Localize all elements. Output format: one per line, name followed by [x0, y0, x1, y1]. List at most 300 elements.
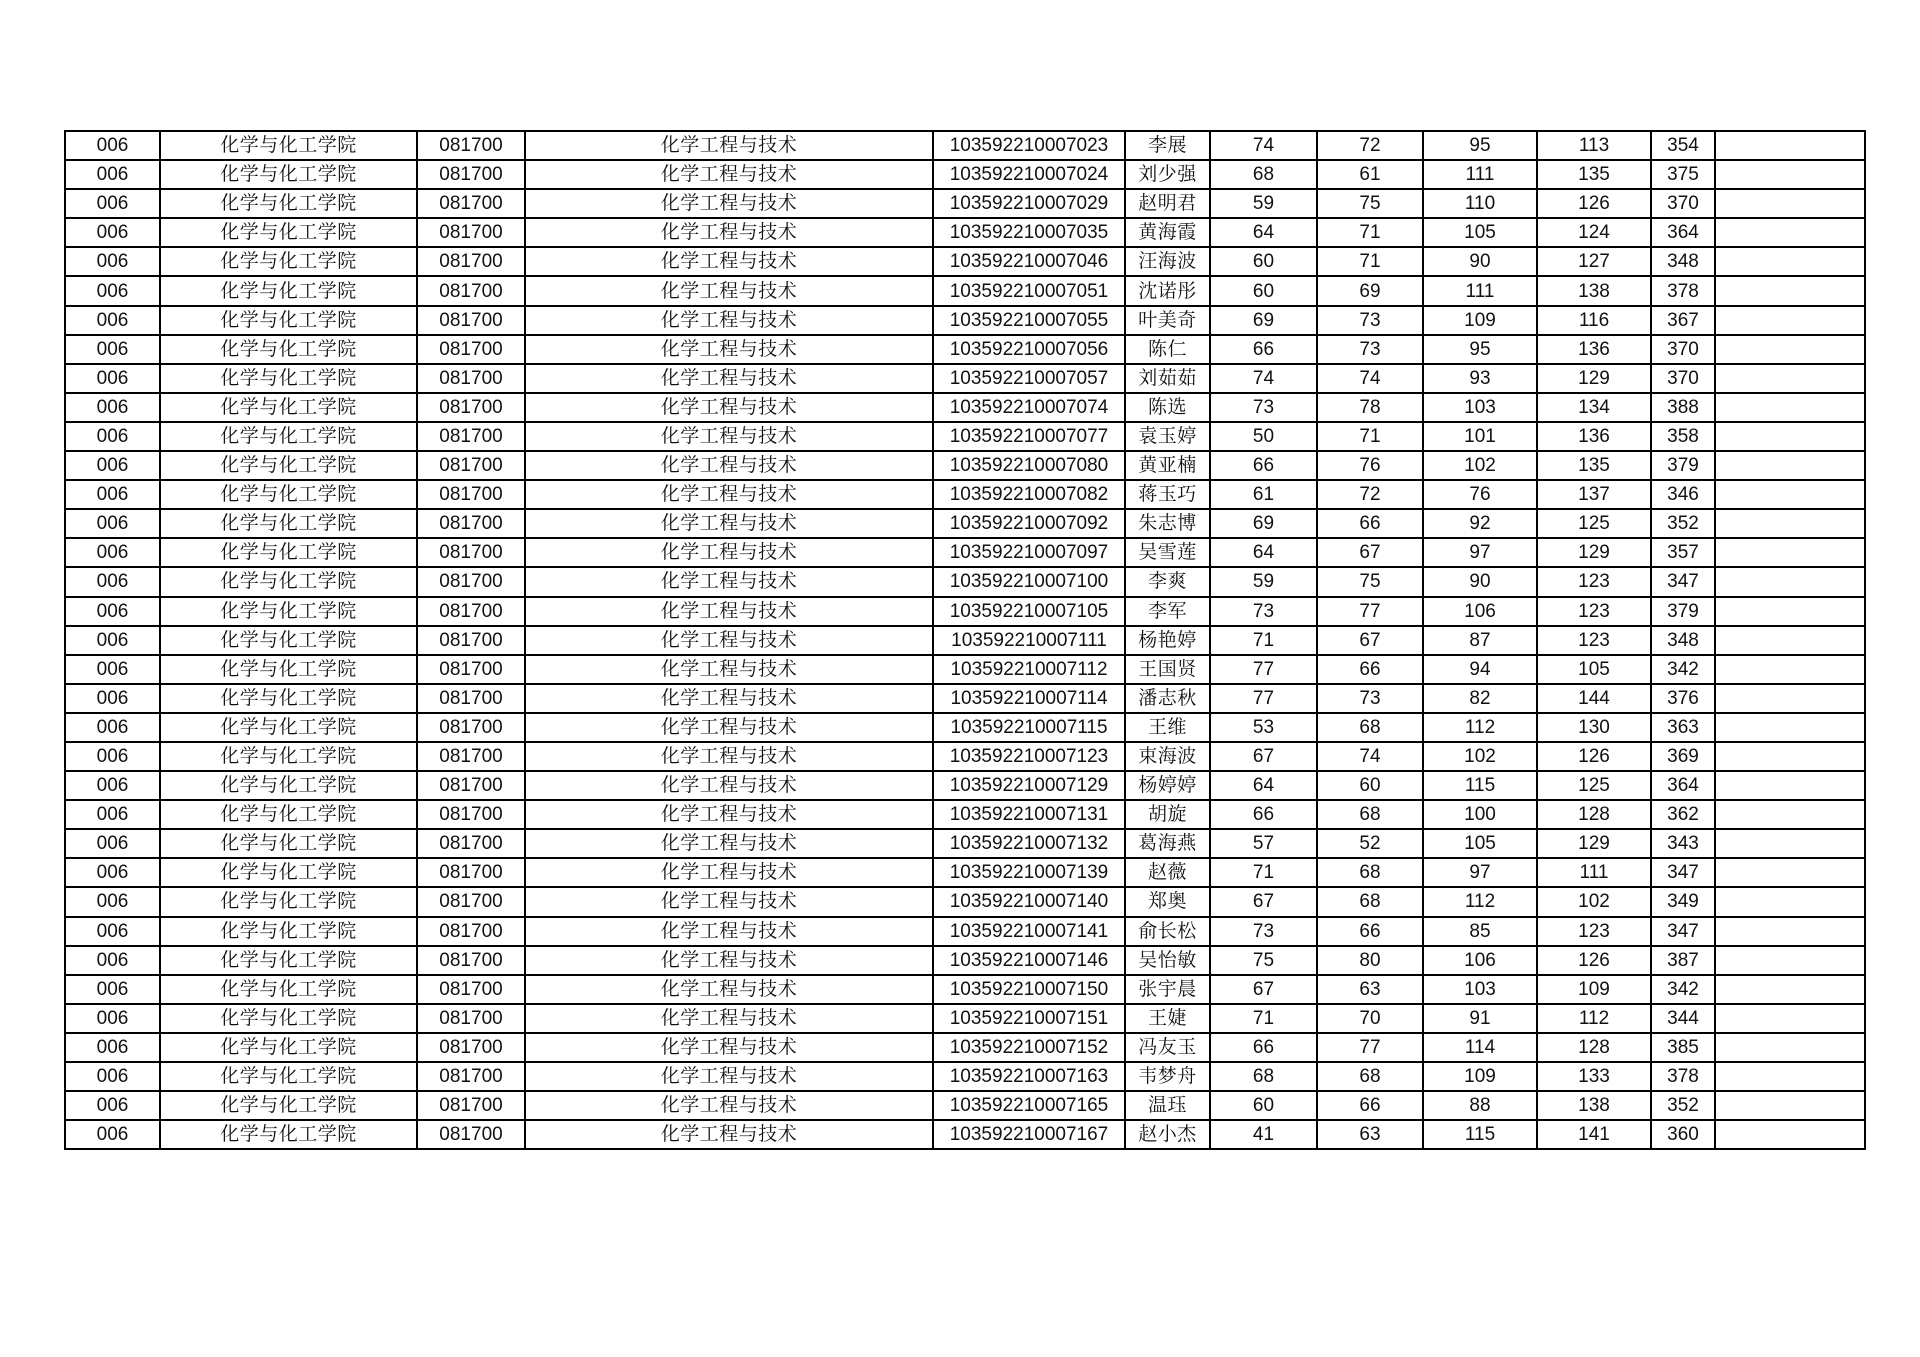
score-subject-1-cell: 90 [1423, 247, 1537, 276]
total-score-cell: 347 [1651, 858, 1715, 887]
remark-cell [1715, 393, 1865, 422]
candidate-name-cell: 冯友玉 [1125, 1033, 1210, 1062]
score-subject-2-cell: 129 [1537, 538, 1651, 567]
total-score-cell: 362 [1651, 800, 1715, 829]
college-name-cell: 化学与化工学院 [160, 509, 417, 538]
college-name-cell: 化学与化工学院 [160, 946, 417, 975]
unit-code-cell: 006 [65, 538, 160, 567]
remark-cell [1715, 1033, 1865, 1062]
table-row [65, 858, 1865, 887]
table-row [65, 218, 1865, 247]
candidate-name-cell: 黄海霞 [1125, 218, 1210, 247]
candidate-name-cell: 赵小杰 [1125, 1120, 1210, 1149]
exam-id-cell: 103592210007055 [933, 306, 1125, 335]
major-name-cell: 化学工程与技术 [525, 422, 933, 451]
remark-cell [1715, 1091, 1865, 1120]
table-row [65, 393, 1865, 422]
score-politics-cell: 67 [1210, 742, 1317, 771]
remark-cell [1715, 567, 1865, 596]
candidate-name-cell: 潘志秋 [1125, 684, 1210, 713]
unit-code-cell: 006 [65, 306, 160, 335]
remark-cell [1715, 655, 1865, 684]
candidate-name-cell: 李军 [1125, 597, 1210, 626]
major-code-cell: 081700 [417, 917, 525, 946]
score-subject-1-cell: 109 [1423, 306, 1537, 335]
score-foreign-language-cell: 73 [1317, 335, 1423, 364]
candidate-name-cell: 朱志博 [1125, 509, 1210, 538]
exam-id-cell: 103592210007152 [933, 1033, 1125, 1062]
exam-id-cell: 103592210007051 [933, 276, 1125, 305]
score-subject-2-cell: 129 [1537, 364, 1651, 393]
table-row [65, 626, 1865, 655]
exam-id-cell: 103592210007082 [933, 480, 1125, 509]
score-foreign-language-cell: 68 [1317, 1062, 1423, 1091]
unit-code-cell: 006 [65, 1091, 160, 1120]
score-subject-1-cell: 112 [1423, 713, 1537, 742]
score-subject-2-cell: 128 [1537, 800, 1651, 829]
college-name-cell: 化学与化工学院 [160, 276, 417, 305]
score-politics-cell: 77 [1210, 684, 1317, 713]
score-foreign-language-cell: 66 [1317, 509, 1423, 538]
major-name-cell: 化学工程与技术 [525, 829, 933, 858]
score-foreign-language-cell: 71 [1317, 218, 1423, 247]
remark-cell [1715, 451, 1865, 480]
total-score-cell: 364 [1651, 218, 1715, 247]
score-subject-2-cell: 137 [1537, 480, 1651, 509]
major-code-cell: 081700 [417, 946, 525, 975]
candidate-name-cell: 韦梦舟 [1125, 1062, 1210, 1091]
score-subject-2-cell: 128 [1537, 1033, 1651, 1062]
total-score-cell: 360 [1651, 1120, 1715, 1149]
score-subject-2-cell: 126 [1537, 946, 1651, 975]
score-subject-1-cell: 111 [1423, 276, 1537, 305]
exam-id-cell: 103592210007024 [933, 160, 1125, 189]
major-name-cell: 化学工程与技术 [525, 684, 933, 713]
candidate-name-cell: 葛海燕 [1125, 829, 1210, 858]
college-name-cell: 化学与化工学院 [160, 597, 417, 626]
score-subject-2-cell: 144 [1537, 684, 1651, 713]
major-code-cell: 081700 [417, 713, 525, 742]
score-foreign-language-cell: 66 [1317, 1091, 1423, 1120]
score-subject-2-cell: 123 [1537, 597, 1651, 626]
candidate-name-cell: 俞长松 [1125, 917, 1210, 946]
unit-code-cell: 006 [65, 858, 160, 887]
table-row [65, 917, 1865, 946]
score-foreign-language-cell: 52 [1317, 829, 1423, 858]
college-name-cell: 化学与化工学院 [160, 1004, 417, 1033]
score-politics-cell: 71 [1210, 1004, 1317, 1033]
major-code-cell: 081700 [417, 1004, 525, 1033]
college-name-cell: 化学与化工学院 [160, 626, 417, 655]
score-subject-1-cell: 102 [1423, 451, 1537, 480]
major-code-cell: 081700 [417, 1033, 525, 1062]
college-name-cell: 化学与化工学院 [160, 422, 417, 451]
major-name-cell: 化学工程与技术 [525, 858, 933, 887]
score-politics-cell: 59 [1210, 567, 1317, 596]
major-name-cell: 化学工程与技术 [525, 800, 933, 829]
remark-cell [1715, 335, 1865, 364]
major-code-cell: 081700 [417, 771, 525, 800]
candidate-name-cell: 王婕 [1125, 1004, 1210, 1033]
exam-id-cell: 103592210007163 [933, 1062, 1125, 1091]
remark-cell [1715, 975, 1865, 1004]
table-row [65, 335, 1865, 364]
table-row [65, 131, 1865, 160]
college-name-cell: 化学与化工学院 [160, 247, 417, 276]
major-code-cell: 081700 [417, 422, 525, 451]
score-foreign-language-cell: 77 [1317, 597, 1423, 626]
score-subject-1-cell: 106 [1423, 597, 1537, 626]
exam-id-cell: 103592210007141 [933, 917, 1125, 946]
college-name-cell: 化学与化工学院 [160, 364, 417, 393]
total-score-cell: 388 [1651, 393, 1715, 422]
score-foreign-language-cell: 61 [1317, 160, 1423, 189]
score-politics-cell: 66 [1210, 335, 1317, 364]
unit-code-cell: 006 [65, 1120, 160, 1149]
candidate-name-cell: 汪海波 [1125, 247, 1210, 276]
candidate-name-cell: 陈仁 [1125, 335, 1210, 364]
total-score-cell: 348 [1651, 626, 1715, 655]
table-row [65, 1033, 1865, 1062]
college-name-cell: 化学与化工学院 [160, 1062, 417, 1091]
unit-code-cell: 006 [65, 451, 160, 480]
table-row [65, 160, 1865, 189]
score-subject-2-cell: 130 [1537, 713, 1651, 742]
remark-cell [1715, 422, 1865, 451]
remark-cell [1715, 771, 1865, 800]
unit-code-cell: 006 [65, 684, 160, 713]
exam-id-cell: 103592210007029 [933, 189, 1125, 218]
candidate-name-cell: 胡旋 [1125, 800, 1210, 829]
major-name-cell: 化学工程与技术 [525, 364, 933, 393]
score-subject-1-cell: 88 [1423, 1091, 1537, 1120]
total-score-cell: 378 [1651, 1062, 1715, 1091]
score-politics-cell: 73 [1210, 597, 1317, 626]
major-code-cell: 081700 [417, 306, 525, 335]
candidate-name-cell: 吴雪莲 [1125, 538, 1210, 567]
major-code-cell: 081700 [417, 538, 525, 567]
college-name-cell: 化学与化工学院 [160, 887, 417, 916]
unit-code-cell: 006 [65, 276, 160, 305]
major-code-cell: 081700 [417, 655, 525, 684]
score-foreign-language-cell: 67 [1317, 626, 1423, 655]
score-foreign-language-cell: 73 [1317, 684, 1423, 713]
total-score-cell: 352 [1651, 1091, 1715, 1120]
unit-code-cell: 006 [65, 713, 160, 742]
score-politics-cell: 64 [1210, 218, 1317, 247]
unit-code-cell: 006 [65, 160, 160, 189]
exam-id-cell: 103592210007165 [933, 1091, 1125, 1120]
score-subject-2-cell: 136 [1537, 335, 1651, 364]
score-politics-cell: 71 [1210, 858, 1317, 887]
score-subject-1-cell: 115 [1423, 1120, 1537, 1149]
score-subject-1-cell: 95 [1423, 131, 1537, 160]
score-subject-1-cell: 112 [1423, 887, 1537, 916]
score-foreign-language-cell: 77 [1317, 1033, 1423, 1062]
major-code-cell: 081700 [417, 829, 525, 858]
score-subject-2-cell: 112 [1537, 1004, 1651, 1033]
table-row [65, 1062, 1865, 1091]
score-politics-cell: 67 [1210, 887, 1317, 916]
candidate-name-cell: 束海波 [1125, 742, 1210, 771]
remark-cell [1715, 1062, 1865, 1091]
score-subject-2-cell: 102 [1537, 887, 1651, 916]
unit-code-cell: 006 [65, 189, 160, 218]
score-foreign-language-cell: 68 [1317, 887, 1423, 916]
score-politics-cell: 68 [1210, 160, 1317, 189]
exam-id-cell: 103592210007057 [933, 364, 1125, 393]
score-subject-2-cell: 135 [1537, 160, 1651, 189]
score-subject-2-cell: 126 [1537, 189, 1651, 218]
score-subject-2-cell: 138 [1537, 1091, 1651, 1120]
table-row [65, 276, 1865, 305]
remark-cell [1715, 218, 1865, 247]
score-subject-1-cell: 93 [1423, 364, 1537, 393]
unit-code-cell: 006 [65, 422, 160, 451]
unit-code-cell: 006 [65, 917, 160, 946]
unit-code-cell: 006 [65, 626, 160, 655]
score-subject-1-cell: 102 [1423, 742, 1537, 771]
major-name-cell: 化学工程与技术 [525, 975, 933, 1004]
remark-cell [1715, 946, 1865, 975]
score-subject-2-cell: 129 [1537, 829, 1651, 858]
score-subject-1-cell: 94 [1423, 655, 1537, 684]
major-code-cell: 081700 [417, 1091, 525, 1120]
score-politics-cell: 75 [1210, 946, 1317, 975]
candidate-name-cell: 郑奥 [1125, 887, 1210, 916]
score-subject-1-cell: 106 [1423, 946, 1537, 975]
table-row [65, 713, 1865, 742]
total-score-cell: 342 [1651, 655, 1715, 684]
remark-cell [1715, 829, 1865, 858]
score-subject-2-cell: 136 [1537, 422, 1651, 451]
major-name-cell: 化学工程与技术 [525, 1120, 933, 1149]
score-foreign-language-cell: 67 [1317, 538, 1423, 567]
score-politics-cell: 73 [1210, 917, 1317, 946]
unit-code-cell: 006 [65, 393, 160, 422]
table-row [65, 946, 1865, 975]
score-subject-1-cell: 111 [1423, 160, 1537, 189]
total-score-cell: 344 [1651, 1004, 1715, 1033]
exam-id-cell: 103592210007139 [933, 858, 1125, 887]
total-score-cell: 346 [1651, 480, 1715, 509]
candidate-name-cell: 赵明君 [1125, 189, 1210, 218]
table-row [65, 655, 1865, 684]
score-politics-cell: 61 [1210, 480, 1317, 509]
remark-cell [1715, 509, 1865, 538]
major-name-cell: 化学工程与技术 [525, 1033, 933, 1062]
score-foreign-language-cell: 71 [1317, 422, 1423, 451]
total-score-cell: 375 [1651, 160, 1715, 189]
score-subject-1-cell: 103 [1423, 975, 1537, 1004]
table-row [65, 306, 1865, 335]
table-row [65, 1004, 1865, 1033]
exam-id-cell: 103592210007100 [933, 567, 1125, 596]
remark-cell [1715, 800, 1865, 829]
exam-id-cell: 103592210007131 [933, 800, 1125, 829]
score-politics-cell: 71 [1210, 626, 1317, 655]
major-name-cell: 化学工程与技术 [525, 887, 933, 916]
college-name-cell: 化学与化工学院 [160, 451, 417, 480]
major-code-cell: 081700 [417, 800, 525, 829]
score-foreign-language-cell: 60 [1317, 771, 1423, 800]
score-subject-1-cell: 95 [1423, 335, 1537, 364]
exam-id-cell: 103592210007035 [933, 218, 1125, 247]
major-code-cell: 081700 [417, 858, 525, 887]
college-name-cell: 化学与化工学院 [160, 742, 417, 771]
major-name-cell: 化学工程与技术 [525, 538, 933, 567]
candidate-name-cell: 刘茹茹 [1125, 364, 1210, 393]
score-foreign-language-cell: 68 [1317, 800, 1423, 829]
exam-id-cell: 103592210007150 [933, 975, 1125, 1004]
college-name-cell: 化学与化工学院 [160, 567, 417, 596]
exam-id-cell: 103592210007111 [933, 626, 1125, 655]
unit-code-cell: 006 [65, 131, 160, 160]
college-name-cell: 化学与化工学院 [160, 771, 417, 800]
total-score-cell: 347 [1651, 917, 1715, 946]
major-code-cell: 081700 [417, 335, 525, 364]
total-score-cell: 343 [1651, 829, 1715, 858]
score-subject-2-cell: 141 [1537, 1120, 1651, 1149]
total-score-cell: 342 [1651, 975, 1715, 1004]
exam-id-cell: 103592210007123 [933, 742, 1125, 771]
exam-id-cell: 103592210007132 [933, 829, 1125, 858]
college-name-cell: 化学与化工学院 [160, 975, 417, 1004]
candidate-name-cell: 袁玉婷 [1125, 422, 1210, 451]
score-subject-1-cell: 87 [1423, 626, 1537, 655]
score-politics-cell: 66 [1210, 1033, 1317, 1062]
candidate-name-cell: 王维 [1125, 713, 1210, 742]
score-foreign-language-cell: 69 [1317, 276, 1423, 305]
exam-id-cell: 103592210007046 [933, 247, 1125, 276]
score-subject-2-cell: 135 [1537, 451, 1651, 480]
score-politics-cell: 41 [1210, 1120, 1317, 1149]
remark-cell [1715, 1120, 1865, 1149]
score-subject-2-cell: 123 [1537, 626, 1651, 655]
unit-code-cell: 006 [65, 946, 160, 975]
major-name-cell: 化学工程与技术 [525, 451, 933, 480]
college-name-cell: 化学与化工学院 [160, 160, 417, 189]
score-politics-cell: 74 [1210, 364, 1317, 393]
score-subject-2-cell: 123 [1537, 567, 1651, 596]
college-name-cell: 化学与化工学院 [160, 713, 417, 742]
total-score-cell: 379 [1651, 451, 1715, 480]
score-foreign-language-cell: 70 [1317, 1004, 1423, 1033]
college-name-cell: 化学与化工学院 [160, 684, 417, 713]
college-name-cell: 化学与化工学院 [160, 480, 417, 509]
score-foreign-language-cell: 75 [1317, 567, 1423, 596]
major-name-cell: 化学工程与技术 [525, 1091, 933, 1120]
candidate-name-cell: 蒋玉巧 [1125, 480, 1210, 509]
score-politics-cell: 77 [1210, 655, 1317, 684]
score-politics-cell: 66 [1210, 800, 1317, 829]
major-name-cell: 化学工程与技术 [525, 509, 933, 538]
score-subject-2-cell: 116 [1537, 306, 1651, 335]
score-subject-1-cell: 90 [1423, 567, 1537, 596]
major-name-cell: 化学工程与技术 [525, 247, 933, 276]
score-foreign-language-cell: 74 [1317, 364, 1423, 393]
total-score-cell: 367 [1651, 306, 1715, 335]
score-subject-2-cell: 124 [1537, 218, 1651, 247]
college-name-cell: 化学与化工学院 [160, 189, 417, 218]
unit-code-cell: 006 [65, 364, 160, 393]
score-foreign-language-cell: 66 [1317, 917, 1423, 946]
score-subject-1-cell: 97 [1423, 538, 1537, 567]
score-subject-2-cell: 109 [1537, 975, 1651, 1004]
score-politics-cell: 68 [1210, 1062, 1317, 1091]
major-name-cell: 化学工程与技术 [525, 597, 933, 626]
college-name-cell: 化学与化工学院 [160, 1091, 417, 1120]
major-name-cell: 化学工程与技术 [525, 276, 933, 305]
score-subject-2-cell: 111 [1537, 858, 1651, 887]
remark-cell [1715, 626, 1865, 655]
total-score-cell: 358 [1651, 422, 1715, 451]
table-row [65, 771, 1865, 800]
major-name-cell: 化学工程与技术 [525, 1004, 933, 1033]
score-politics-cell: 64 [1210, 538, 1317, 567]
college-name-cell: 化学与化工学院 [160, 655, 417, 684]
table-body [65, 131, 1865, 1149]
score-subject-1-cell: 82 [1423, 684, 1537, 713]
score-foreign-language-cell: 72 [1317, 131, 1423, 160]
total-score-cell: 348 [1651, 247, 1715, 276]
score-politics-cell: 60 [1210, 1091, 1317, 1120]
remark-cell [1715, 480, 1865, 509]
score-politics-cell: 53 [1210, 713, 1317, 742]
score-subject-1-cell: 91 [1423, 1004, 1537, 1033]
candidate-name-cell: 陈选 [1125, 393, 1210, 422]
exam-id-cell: 103592210007167 [933, 1120, 1125, 1149]
major-code-cell: 081700 [417, 160, 525, 189]
remark-cell [1715, 276, 1865, 305]
score-politics-cell: 64 [1210, 771, 1317, 800]
remark-cell [1715, 247, 1865, 276]
table-row [65, 975, 1865, 1004]
score-foreign-language-cell: 68 [1317, 713, 1423, 742]
major-name-cell: 化学工程与技术 [525, 771, 933, 800]
major-name-cell: 化学工程与技术 [525, 713, 933, 742]
unit-code-cell: 006 [65, 567, 160, 596]
major-code-cell: 081700 [417, 742, 525, 771]
score-subject-1-cell: 110 [1423, 189, 1537, 218]
score-politics-cell: 69 [1210, 509, 1317, 538]
table-row [65, 887, 1865, 916]
college-name-cell: 化学与化工学院 [160, 1033, 417, 1062]
table-row [65, 189, 1865, 218]
total-score-cell: 379 [1651, 597, 1715, 626]
major-name-cell: 化学工程与技术 [525, 742, 933, 771]
total-score-cell: 369 [1651, 742, 1715, 771]
unit-code-cell: 006 [65, 742, 160, 771]
score-politics-cell: 59 [1210, 189, 1317, 218]
table-row [65, 480, 1865, 509]
score-foreign-language-cell: 63 [1317, 1120, 1423, 1149]
score-politics-cell: 74 [1210, 131, 1317, 160]
score-subject-1-cell: 97 [1423, 858, 1537, 887]
score-subject-1-cell: 103 [1423, 393, 1537, 422]
score-subject-1-cell: 109 [1423, 1062, 1537, 1091]
score-subject-2-cell: 125 [1537, 509, 1651, 538]
score-subject-2-cell: 113 [1537, 131, 1651, 160]
remark-cell [1715, 713, 1865, 742]
college-name-cell: 化学与化工学院 [160, 800, 417, 829]
unit-code-cell: 006 [65, 771, 160, 800]
score-foreign-language-cell: 80 [1317, 946, 1423, 975]
total-score-cell: 387 [1651, 946, 1715, 975]
major-code-cell: 081700 [417, 567, 525, 596]
major-name-cell: 化学工程与技术 [525, 1062, 933, 1091]
exam-id-cell: 103592210007092 [933, 509, 1125, 538]
